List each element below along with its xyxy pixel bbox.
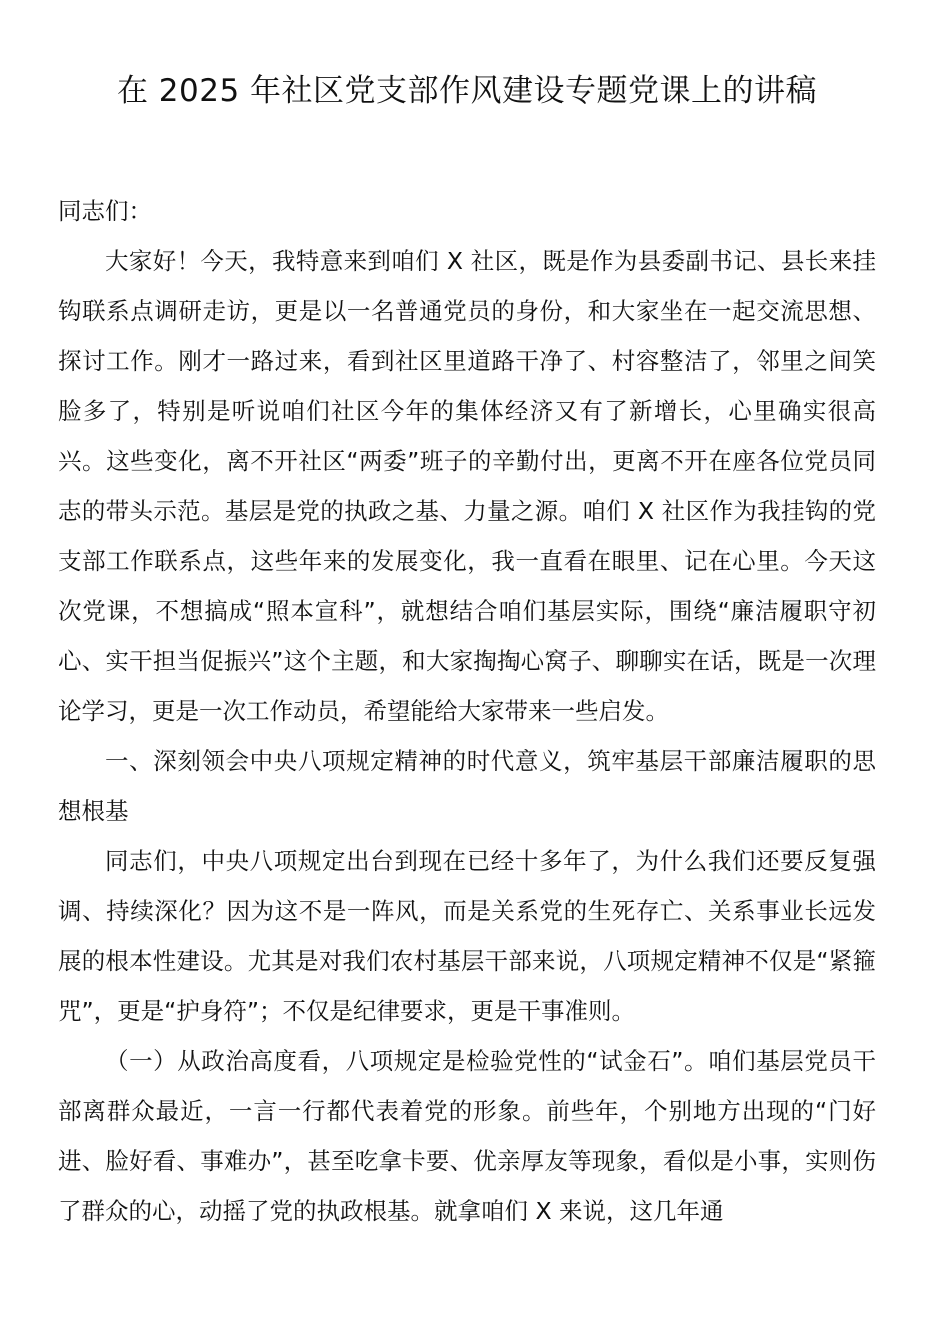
document-body — [58, 186, 876, 1236]
opening-paragraph: 大家好！今天，我特意来到咱们 X 社区，既是作为县委副书记、县长来挂钩联系点调研走访，更是以一名普通党员的身份，和大家坐在一起交流思想、探讨工作。刚才一路过来，看到社区里道路干净了、村容整洁了，邻里之间笑脸多了，特别是听说咱们社区今年的集体经济又有了新增长，心里确实很高兴。这些变化，离不开社区“两委”班子的辛勤付出，更离不开在座各位党员同志的带头示范。基层是党的执政之基、力量之源。咱们 X 社区作为我挂钩的党支部工作联系点，这些年来的发展变化，我一直看在眼里、记在心里。今天这次党课，不想搞成“照本宣科”，就想结合咱们基层实际，围绕“廉洁履职守初心、实干担当促振兴”这个主题，和大家掏掏心窝子、聊聊实在话，既是一次理论学习，更是一次工作动员，希望能给大家带来一些启发。 — [58, 247, 876, 725]
subsection-1-paragraph: （一）从政治高度看，八项规定是检验党性的“试金石”。咱们基层党员干部离群众最近，一言一行都代表着党的形象。前些年，个别地方出现的“门好进、脸好看、事难办”，甚至吃拿卡要、优亲厚友等现象，看似是小事，实则伤了群众的心，动摇了党的执政根基。就拿咱们 X 来说，这几年通 — [58, 1047, 876, 1225]
section-1-paragraph: 同志们，中央八项规定出台到现在已经十多年了，为什么我们还要反复强调、持续深化？因为这不是一阵风，而是关系党的生死存亡、关系事业长远发展的根本性建设。尤其是对我们农村基层干部来说，八项规定精神不仅是“紧箍咒”，更是“护身符”；不仅是纪律要求，更是干事准则。 — [58, 847, 876, 1025]
section-heading-1: 一、深刻领会中央八项规定精神的时代意义，筑牢基层干部廉洁履职的思想根基 — [58, 747, 876, 825]
document-title: 在 2025 年社区党支部作风建设专题党课上的讲稿 — [116, 73, 818, 109]
salutation: 同志们： — [58, 197, 152, 225]
